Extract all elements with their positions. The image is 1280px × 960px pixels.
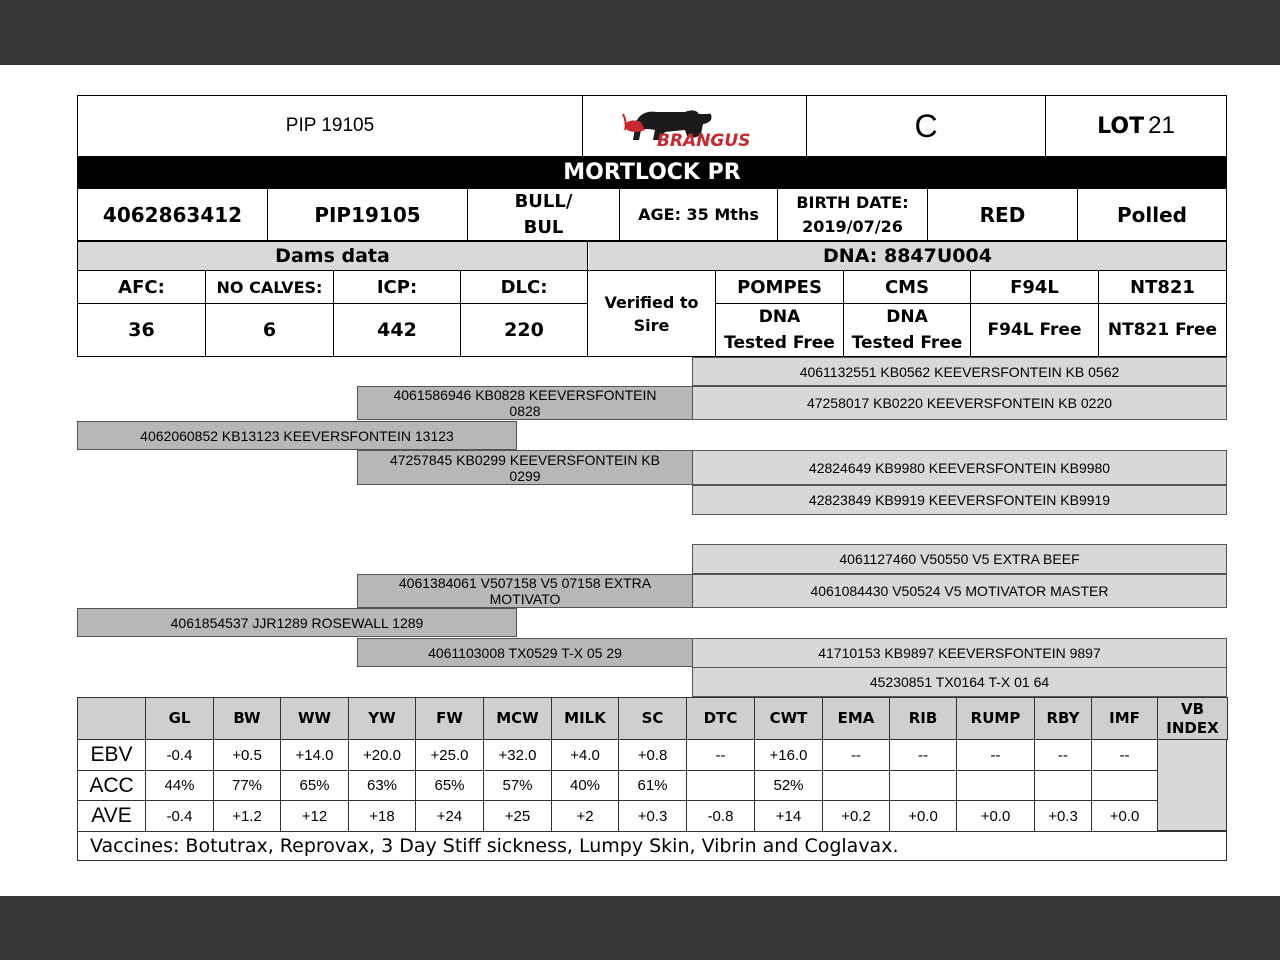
sex-line1: BULL/	[514, 190, 573, 212]
top-dark-band	[0, 0, 1280, 65]
ebv-cell-acc-ema	[822, 770, 890, 801]
ebv-cell-acc-imf	[1091, 770, 1158, 801]
ebv-row-label-acc: ACC	[77, 770, 146, 801]
ebv-cell-ave-fw: +24	[415, 800, 484, 832]
ebv-cell-ave-imf: +0.0	[1091, 800, 1158, 832]
dams-value-afc: 36	[128, 319, 155, 341]
dna-test-nt821-label: NT821	[1130, 276, 1195, 298]
ebv-col-header-mcw: MCW	[483, 697, 552, 740]
ebv-cell-ebv-ww: +14.0	[280, 739, 349, 771]
dams-label-afc: AFC:	[118, 276, 165, 298]
logo-wordmark: BRANGUS	[656, 131, 750, 151]
ebv-cell-ave-rump: +0.0	[956, 800, 1035, 832]
ebv-cell-ave-gl: -0.4	[145, 800, 214, 832]
dams-label-icp: ICP:	[376, 276, 418, 298]
ebv-col-header-ema: EMA	[822, 697, 890, 740]
ebv-cell-ave-sc: +0.3	[618, 800, 687, 832]
grade-label: C	[914, 107, 938, 144]
pedigree-dam-dam: 4061103008 TX0529 T-X 05 29	[357, 638, 693, 667]
ebv-cell-ebv-rby: --	[1034, 739, 1092, 771]
ebv-cell-acc-ww: 65%	[280, 770, 349, 801]
ebv-col-header-ww: WW	[280, 697, 349, 740]
ebv-cell-ave-dtc: -0.8	[686, 800, 755, 832]
animal-id: 4062863412	[102, 202, 243, 227]
dams-value-icp: 442	[377, 319, 417, 341]
ebv-col-header-fw: FW	[415, 697, 484, 740]
pedigree-dam-sire: 4061384061 V507158 V5 07158 EXTRA MOTIVATO	[357, 574, 693, 608]
sex	[468, 189, 619, 240]
ebv-cell-acc-milk: 40%	[551, 770, 619, 801]
ebv-cell-ebv-rump: --	[956, 739, 1035, 771]
animal-name: MORTLOCK PR	[77, 157, 1227, 188]
dna-test-f94l-result: F94L Free	[987, 320, 1082, 340]
ebv-cell-acc-sc: 61%	[618, 770, 687, 801]
ebv-col-header-rby: RBY	[1034, 697, 1092, 740]
ebv-cell-acc-yw: 63%	[348, 770, 416, 801]
ebv-cell-acc-rby	[1034, 770, 1092, 801]
ebv-cell-ebv-fw: +25.0	[415, 739, 484, 771]
ebv-col-header-vb-index	[1157, 697, 1228, 740]
lot-number: 21	[1148, 112, 1175, 139]
ebv-cell-acc-rib	[889, 770, 957, 801]
ebv-cell-ave-milk: +2	[551, 800, 619, 832]
dna-test-f94l-label: F94L	[1010, 276, 1059, 298]
brangus-logo	[583, 96, 806, 156]
ebv-cell-ebv-gl: -0.4	[145, 739, 214, 771]
ebv-cell-acc-cwt: 52%	[754, 770, 823, 801]
birth-date-label: BIRTH DATE:	[796, 192, 909, 212]
ebv-cell-ebv-yw: +20.0	[348, 739, 416, 771]
pedigree-dam-dam-dam: 45230851 TX0164 T-X 01 64	[692, 667, 1227, 697]
vaccines-note: Vaccines: Botutrax, Reprovax, 3 Day Stiff sickness, Lumpy Skin, Vibrin and Coglavax.	[77, 831, 1227, 861]
ebv-cell-ebv-milk: +4.0	[551, 739, 619, 771]
dams-data-title: Dams data	[78, 242, 587, 270]
ebv-col-header-imf: IMF	[1091, 697, 1158, 740]
brangus-bull-icon	[615, 100, 775, 152]
lot-label	[1046, 96, 1226, 156]
ebv-col-header-gl: GL	[145, 697, 214, 740]
age: AGE: 35 Mths	[638, 205, 759, 224]
pedigree-dam-sire-dam: 4061084430 V50524 V5 MOTIVATOR MASTER	[692, 574, 1227, 608]
ebv-col-header-milk: MILK	[551, 697, 619, 740]
pedigree-sire-dam-sire: 42824649 KB9980 KEEVERSFONTEIN KB9980	[692, 450, 1227, 485]
dna-test-nt821-result: NT821 Free	[1107, 320, 1218, 340]
ebv-col-header-bw: BW	[213, 697, 281, 740]
ebv-cell-acc-dtc	[686, 770, 755, 801]
ebv-cell-ebv-dtc: --	[686, 739, 755, 771]
ebv-col-header-sc: SC	[618, 697, 687, 740]
ebv-cell-ebv-cwt: +16.0	[754, 739, 823, 771]
dams-value-dlc: 220	[504, 319, 544, 341]
dams-value-calves: 6	[262, 319, 277, 341]
ebv-cell-ave-rib: +0.0	[889, 800, 957, 832]
ebv-cell-ebv-rib: --	[889, 739, 957, 771]
pedigree-dam-dam-sire: 41710153 KB9897 KEEVERSFONTEIN 9897	[692, 638, 1227, 668]
dams-label-dlc: DLC:	[500, 276, 548, 298]
lot-word: LOT	[1097, 113, 1145, 139]
ebv-cell-acc-fw: 65%	[415, 770, 484, 801]
ebv-cell-ave-ema: +0.2	[822, 800, 890, 832]
ebv-cell-ebv-sc: +0.8	[618, 739, 687, 771]
ebv-row-label-ebv: EBV	[77, 739, 146, 771]
sex-line2: BUL	[523, 216, 564, 238]
ebv-corner-cell	[77, 697, 146, 740]
ebv-cell-ave-yw: +18	[348, 800, 416, 832]
dna-title: DNA: 8847U004	[589, 242, 1226, 270]
birth-date	[778, 189, 927, 240]
bottom-dark-band	[0, 896, 1280, 960]
dams-label-calves: NO CALVES:	[216, 277, 323, 297]
pedigree-sire-sire: 4061586946 KB0828 KEEVERSFONTEIN 0828	[357, 386, 693, 420]
ebv-col-header-yw: YW	[348, 697, 416, 740]
ebv-col-header-cwt: CWT	[754, 697, 823, 740]
dna-test-pompes-result: DNA Tested Free	[724, 307, 835, 353]
birth-date-value: 2019/07/26	[802, 216, 903, 236]
vb-index-line2: INDEX	[1166, 718, 1219, 737]
ebv-cell-ebv-mcw: +32.0	[483, 739, 552, 771]
ebv-col-header-rump: RUMP	[956, 697, 1035, 740]
dna-test-cms-label: CMS	[884, 276, 930, 298]
colour: RED	[979, 202, 1026, 227]
pedigree-sire-dam-dam: 42823849 KB9919 KEEVERSFONTEIN KB9919	[692, 485, 1227, 515]
pedigree-dam-sire-sire: 4061127460 V50550 V5 EXTRA BEEF	[692, 544, 1227, 574]
pedigree-sire-sire-sire: 4061132551 KB0562 KEEVERSFONTEIN KB 0562	[692, 357, 1227, 386]
ebv-cell-acc-bw: 77%	[213, 770, 281, 801]
vb-index-area	[1157, 739, 1227, 831]
verified-line2: Sire	[633, 315, 670, 335]
pip-label: PIP 19105	[285, 115, 375, 136]
dna-test-pompes-label: POMPES	[737, 276, 822, 298]
ebv-cell-acc-mcw: 57%	[483, 770, 552, 801]
verified-to-sire	[588, 271, 715, 356]
vb-index-line1: VB	[1180, 699, 1205, 718]
ebv-cell-ave-bw: +1.2	[213, 800, 281, 832]
ebv-cell-acc-rump	[956, 770, 1035, 801]
ebv-cell-ave-mcw: +25	[483, 800, 552, 832]
ebv-col-header-dtc: DTC	[686, 697, 755, 740]
ebv-cell-ebv-bw: +0.5	[213, 739, 281, 771]
pedigree-sire: 4062060852 KB13123 KEEVERSFONTEIN 13123	[77, 421, 517, 450]
pedigree-sire-sire-dam: 47258017 KB0220 KEEVERSFONTEIN KB 0220	[692, 386, 1227, 420]
ebv-cell-ebv-ema: --	[822, 739, 890, 771]
ebv-cell-acc-gl: 44%	[145, 770, 214, 801]
dna-test-cms-result: DNA Tested Free	[851, 307, 963, 353]
horn-status: Polled	[1117, 202, 1187, 227]
verified-line1: Verified to	[604, 292, 699, 312]
ebv-cell-ebv-imf: --	[1091, 739, 1158, 771]
pip-code: PIP19105	[314, 202, 421, 227]
ebv-cell-ave-ww: +12	[280, 800, 349, 832]
ebv-cell-ave-rby: +0.3	[1034, 800, 1092, 832]
pedigree-sire-dam: 47257845 KB0299 KEEVERSFONTEIN KB 0299	[357, 450, 693, 485]
ebv-row-label-ave: AVE	[77, 800, 146, 832]
pedigree-dam: 4061854537 JJR1289 ROSEWALL 1289	[77, 608, 517, 637]
ebv-col-header-rib: RIB	[889, 697, 957, 740]
ebv-cell-ave-cwt: +14	[754, 800, 823, 832]
